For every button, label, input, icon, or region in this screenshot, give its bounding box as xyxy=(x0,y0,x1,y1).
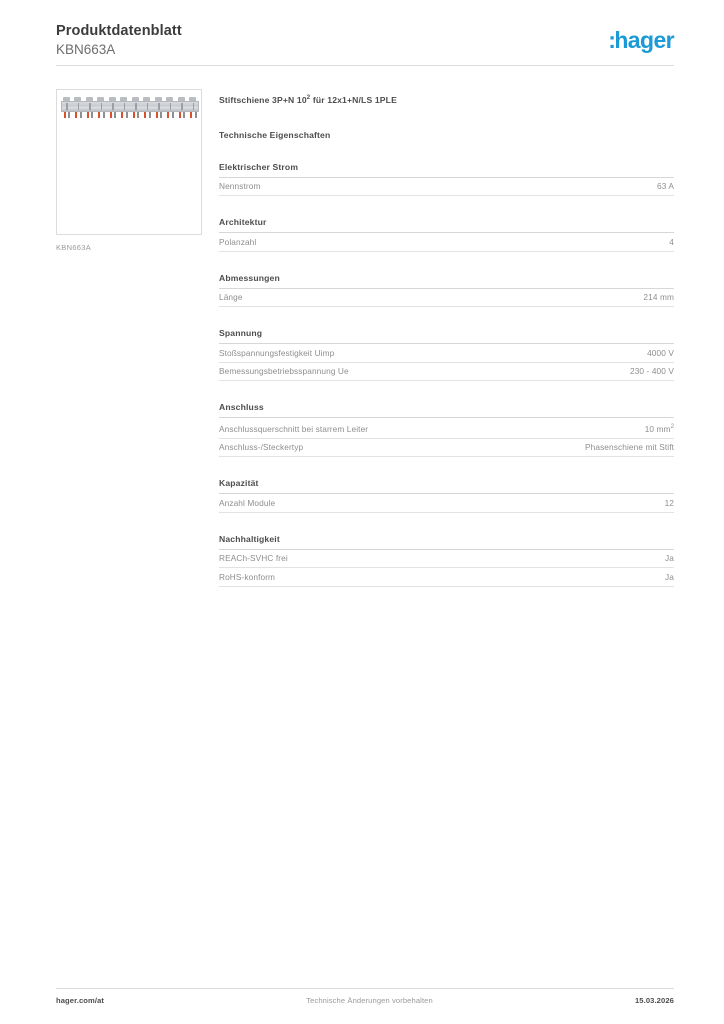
spec-group-heading: Abmessungen xyxy=(219,273,674,289)
spec-row-label: RoHS-konform xyxy=(219,571,276,582)
spec-row-value xyxy=(643,292,674,303)
spec-row-value-text: 63 A xyxy=(656,181,674,192)
footer-date: 15.03.2026 xyxy=(634,996,674,1005)
specifications xyxy=(219,92,674,587)
page-header xyxy=(56,22,674,66)
spec-group xyxy=(219,534,674,587)
spec-row xyxy=(219,418,674,438)
spec-row-label: Bemessungsbetriebsspannung Ue xyxy=(219,366,349,377)
footer-disclaimer: Technische Änderungen vorbehalten xyxy=(306,996,433,1005)
spec-group xyxy=(219,217,674,252)
busbar-pin xyxy=(75,112,77,118)
spec-row-value-text: 4000 V xyxy=(647,347,674,358)
busbar-pin xyxy=(87,112,89,118)
spec-row-label: Anzahl Module xyxy=(219,497,276,508)
spec-group xyxy=(219,328,674,381)
spec-group xyxy=(219,273,674,308)
spec-row-value-text: 4 xyxy=(669,236,674,247)
spec-row-value-text: Phasenschiene mit Stift xyxy=(585,442,674,453)
busbar-pin xyxy=(80,112,82,118)
spec-row xyxy=(219,344,674,363)
product-name-superscript: 2 xyxy=(306,95,311,101)
busbar-slot xyxy=(66,103,68,110)
spec-row-value xyxy=(669,237,674,248)
spec-row xyxy=(219,568,674,587)
spec-row-value-text: 12 xyxy=(664,497,674,508)
spec-group xyxy=(219,162,674,197)
header-divider xyxy=(56,65,674,66)
spec-group-heading: Elektrischer Strom xyxy=(219,162,674,178)
busbar-pin xyxy=(172,112,174,118)
spec-group-heading: Nachhaltigkeit xyxy=(219,534,674,550)
busbar-pin xyxy=(160,112,162,118)
spec-row-value xyxy=(645,422,674,435)
spec-row-value-text: Ja xyxy=(665,571,674,582)
spec-row xyxy=(219,550,674,569)
busbar-pin xyxy=(183,112,185,118)
busbar-pin xyxy=(137,112,139,118)
spec-row-value-text: 10 mm xyxy=(644,423,671,434)
busbar-slot xyxy=(181,103,183,110)
spec-row-value xyxy=(647,348,674,359)
spec-group-heading: Kapazität xyxy=(219,478,674,494)
spec-row-label: REACh-SVHC frei xyxy=(219,553,288,564)
spec-row-value xyxy=(630,366,674,377)
spec-row-label: Polanzahl xyxy=(219,236,257,247)
spec-row xyxy=(219,178,674,197)
spec-row xyxy=(219,363,674,382)
busbar-pin xyxy=(167,112,169,118)
busbar-pin xyxy=(133,112,135,118)
busbar-pin xyxy=(91,112,93,118)
spec-row-value xyxy=(665,572,674,583)
busbar-pin xyxy=(114,112,116,118)
footer-website[interactable]: hager.com/at xyxy=(56,996,105,1005)
product-name-suffix: für 12x1+N/LS 1PLE xyxy=(310,94,397,105)
spec-row-value-text: Ja xyxy=(665,553,674,564)
busbar-pin xyxy=(149,112,151,118)
spec-row-label: Länge xyxy=(219,292,243,303)
product-reference: KBN663A xyxy=(56,42,116,57)
product-image xyxy=(56,89,202,235)
spec-row-label: Nennstrom xyxy=(219,181,261,192)
busbar-pin xyxy=(121,112,123,118)
product-name xyxy=(219,92,674,106)
logo-colon-icon: : xyxy=(608,27,615,53)
spec-group-heading: Anschluss xyxy=(219,402,674,418)
spec-row xyxy=(219,233,674,252)
busbar-illustration xyxy=(61,95,199,119)
busbar-slot xyxy=(89,103,91,110)
spec-row-value xyxy=(665,553,674,564)
spec-row xyxy=(219,439,674,458)
busbar-slot xyxy=(193,103,195,110)
busbar-pin xyxy=(144,112,146,118)
busbar-pin xyxy=(98,112,100,118)
busbar-pin xyxy=(156,112,158,118)
busbar-pin xyxy=(103,112,105,118)
busbar-pin xyxy=(126,112,128,118)
spec-row-value-superscript: 2 xyxy=(670,423,674,430)
busbar-slot xyxy=(147,103,149,110)
busbar-slot xyxy=(124,103,126,110)
spec-group xyxy=(219,402,674,457)
spec-row-value-text: 230 - 400 V xyxy=(630,366,674,377)
busbar-slot xyxy=(135,103,137,110)
spec-row xyxy=(219,289,674,308)
spec-row-value-text: 214 mm xyxy=(643,292,674,303)
busbar-slot xyxy=(170,103,172,110)
spec-row-value xyxy=(665,498,674,509)
page-footer xyxy=(56,996,674,1005)
busbar-slot xyxy=(101,103,103,110)
busbar-pin xyxy=(190,112,192,118)
spec-row xyxy=(219,494,674,513)
busbar-pin xyxy=(68,112,70,118)
busbar-pin xyxy=(179,112,181,118)
section-title: Technische Eigenschaften xyxy=(219,129,331,140)
busbar-slot xyxy=(158,103,160,110)
spec-groups xyxy=(219,162,674,587)
logo-wordmark: hager xyxy=(614,27,674,53)
spec-group-heading: Architektur xyxy=(219,217,674,233)
spec-group-heading: Spannung xyxy=(219,328,674,344)
hager-logo xyxy=(608,27,674,53)
spec-row-label: Stoßspannungsfestigkeit Uimp xyxy=(219,347,335,358)
busbar-slot xyxy=(78,103,80,110)
spec-row-value xyxy=(657,181,674,192)
spec-row-label: Anschlussquerschnitt bei starrem Leiter xyxy=(219,423,369,434)
busbar-body xyxy=(61,101,199,112)
spec-row-value xyxy=(585,442,674,453)
spec-row-label: Anschluss-/Steckertyp xyxy=(219,442,304,453)
page-title: Produktdatenblatt xyxy=(56,23,182,39)
product-name-prefix: Stiftschiene 3P+N 10 xyxy=(219,94,307,105)
spec-group xyxy=(219,478,674,513)
footer-divider xyxy=(56,988,674,989)
busbar-pin xyxy=(195,112,197,118)
busbar-slot xyxy=(112,103,114,110)
product-image-caption: KBN663A xyxy=(56,243,92,252)
busbar-pin xyxy=(110,112,112,118)
busbar-pin xyxy=(64,112,66,118)
